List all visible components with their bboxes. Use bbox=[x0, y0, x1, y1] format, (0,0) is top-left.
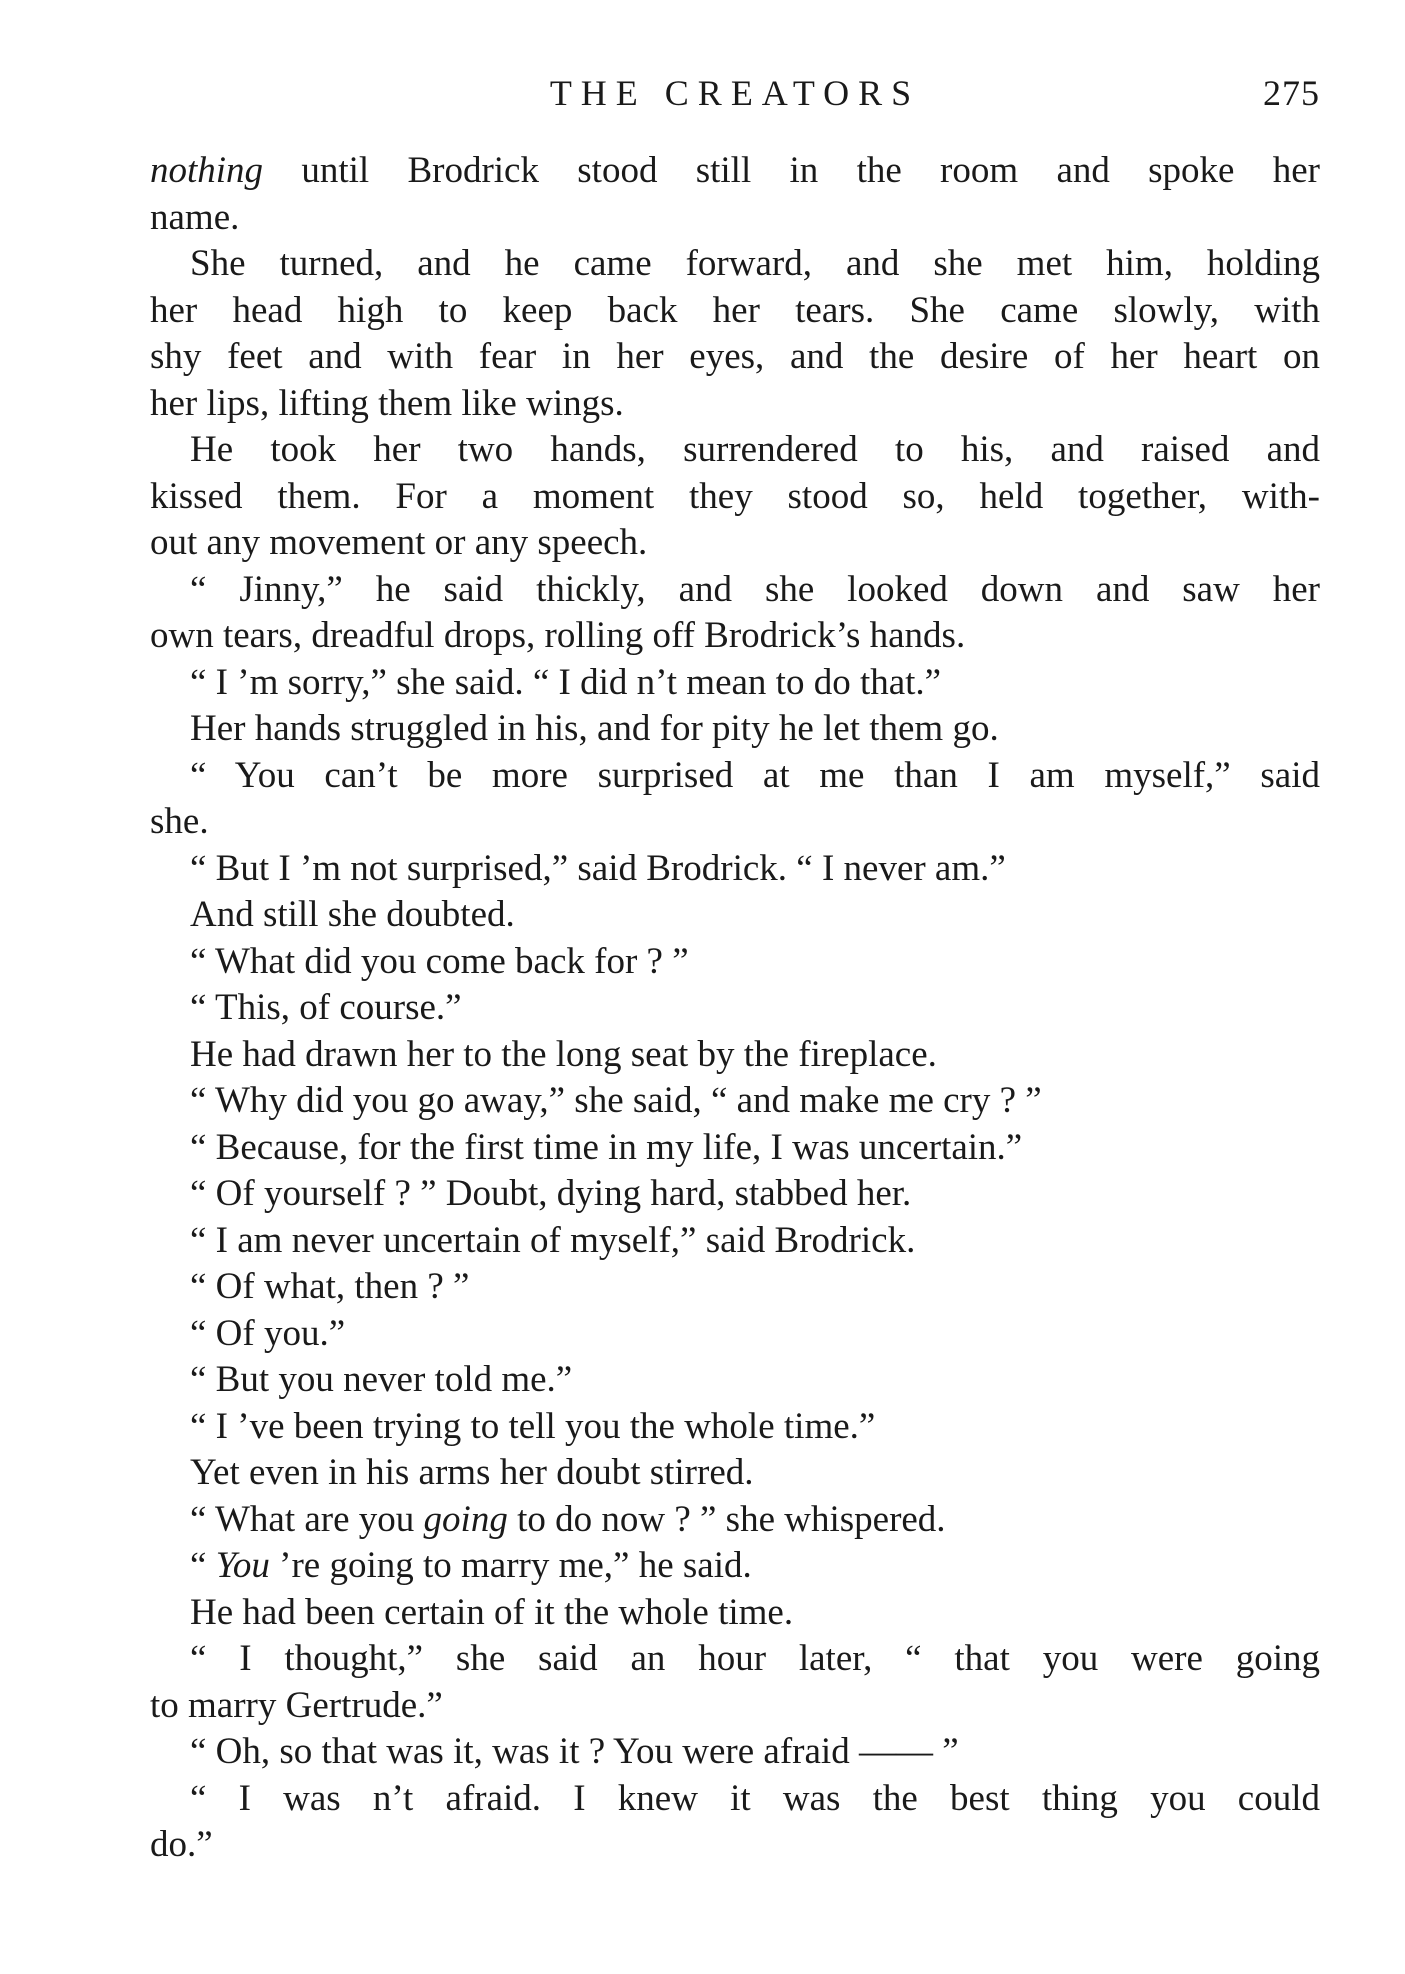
text-line: she. bbox=[150, 801, 209, 842]
text-line: “ What did you come back for ? ” bbox=[190, 940, 689, 982]
text-line: to marry Gertrude.” bbox=[150, 1684, 443, 1726]
text-line: “ I thought,” she said an hour later, “ that you were going bbox=[190, 1638, 1320, 1679]
text-line: “ You can’t be more surprised at me than I am myself,” said bbox=[190, 754, 1320, 796]
text-line: own tears, dreadful drops, rolling off Brodrick’s hands. bbox=[150, 615, 966, 656]
text-line: “ Of yourself ? ” Doubt, dying hard, stabbed her. bbox=[190, 1173, 912, 1214]
text-line: her lips, lifting them like wings. bbox=[150, 382, 624, 424]
text-line: “ You ’re going to marry me,” he said. bbox=[190, 1545, 752, 1586]
text-line: Yet even in his arms her doubt stirred. bbox=[190, 1452, 754, 1493]
text-line: shy feet and with fear in her eyes, and the desire of her heart on bbox=[150, 336, 1320, 377]
text-line: “ This, of course.” bbox=[190, 987, 462, 1028]
text-line: nothing until Brodrick stood still in the room and spoke her bbox=[150, 150, 1320, 191]
text-line: “ I am never uncertain of myself,” said Brodrick. bbox=[190, 1219, 916, 1261]
text-line: “ I ’ve been trying to tell you the whole time.” bbox=[190, 1405, 876, 1447]
body-text bbox=[150, 148, 1320, 1869]
text-line: name. bbox=[150, 196, 240, 238]
text-line: He took her two hands, surrendered to his, and raised and bbox=[190, 429, 1320, 470]
text-line: “ Because, for the first time in my life, I was uncertain.” bbox=[190, 1126, 1023, 1168]
text-line: She turned, and he came forward, and she met him, holding bbox=[190, 243, 1320, 284]
text-line: “ But I ’m not surprised,” said Brodrick. “ I never am.” bbox=[190, 847, 1006, 889]
text-line: And still she doubted. bbox=[190, 894, 515, 935]
text-line: Her hands struggled in his, and for pity he let them go. bbox=[190, 708, 999, 749]
text-line: do.” bbox=[150, 1824, 213, 1865]
text-line: out any movement or any speech. bbox=[150, 522, 648, 563]
text-line: He had drawn her to the long seat by the fireplace. bbox=[190, 1033, 937, 1075]
text-line: “ But you never told me.” bbox=[190, 1359, 573, 1400]
text-line: “ Of what, then ? ” bbox=[190, 1266, 470, 1307]
text-line: “ Oh, so that was it, was it ? You were afraid —— ” bbox=[190, 1731, 959, 1772]
text-line: “ Of you.” bbox=[190, 1312, 346, 1354]
text-line: “ I ’m sorry,” she said. “ I did n’t mean to do that.” bbox=[190, 661, 942, 703]
text-line: “ Jinny,” he said thickly, and she looked down and saw her bbox=[190, 568, 1320, 610]
running-head bbox=[150, 68, 1320, 118]
text-line: “ Why did you go away,” she said, “ and make me cry ? ” bbox=[190, 1080, 1042, 1121]
text-line: “ I was n’t afraid. I knew it was the best thing you could bbox=[190, 1777, 1320, 1819]
page-number: 275 bbox=[1263, 73, 1320, 113]
running-title: THE CREATORS bbox=[549, 73, 921, 113]
text-line: kissed them. For a moment they stood so, held together, with- bbox=[150, 475, 1320, 517]
text-line: He had been certain of it the whole time. bbox=[190, 1591, 794, 1633]
text-line: “ What are you going to do now ? ” she whispered. bbox=[190, 1498, 946, 1540]
text-line: her head high to keep back her tears. She came slowly, with bbox=[150, 289, 1320, 331]
